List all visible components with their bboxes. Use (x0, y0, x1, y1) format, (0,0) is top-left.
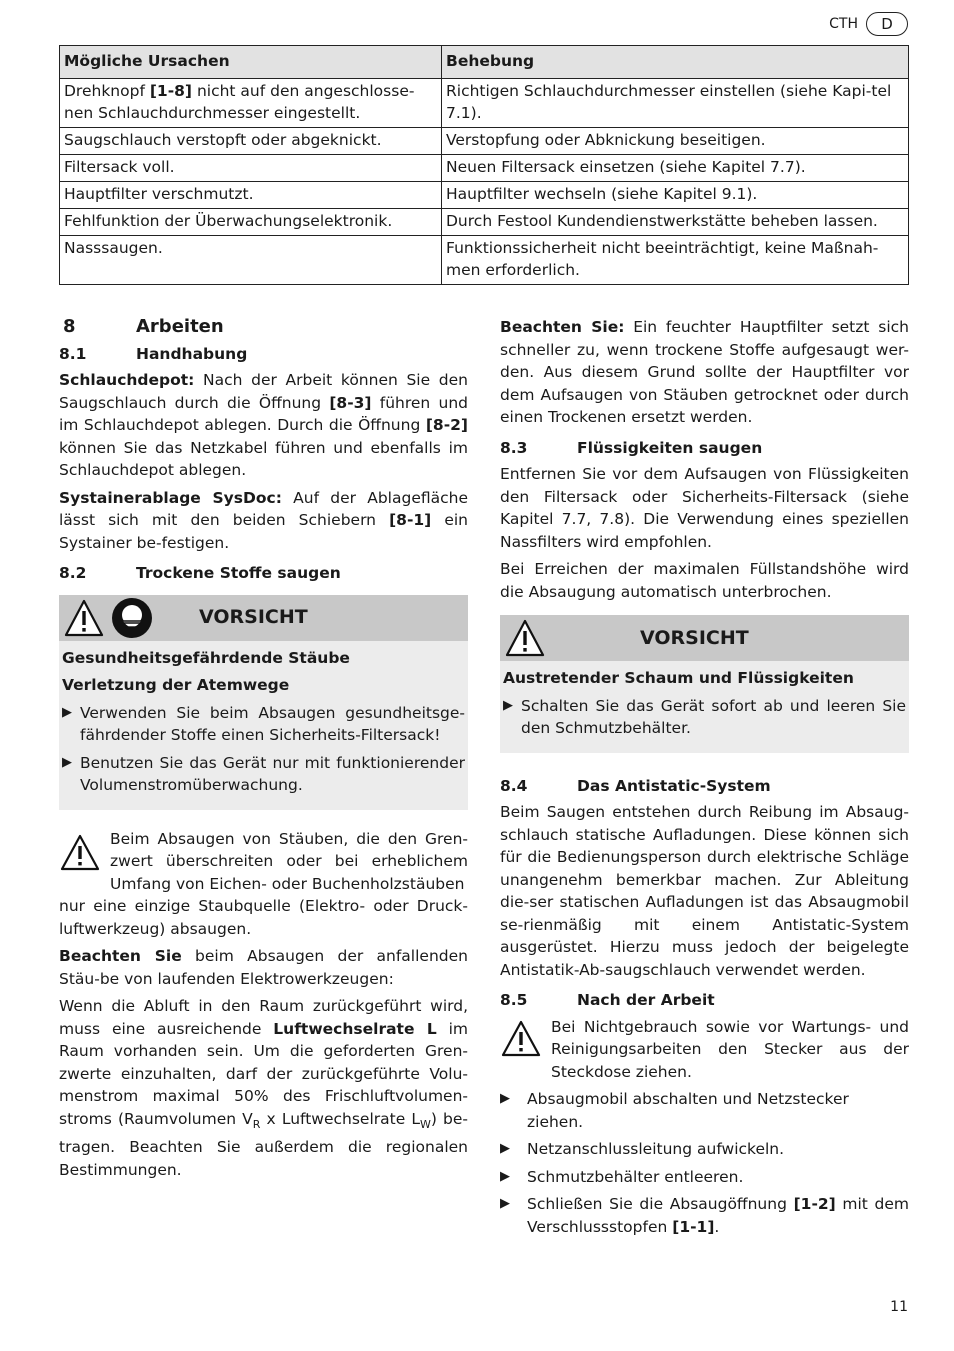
table-cell: Verstopfung oder Abknickung beseitigen. (442, 128, 909, 155)
page-header (829, 12, 908, 36)
table-cell: Hauptfilter wechseln (siehe Kapitel 9.1). (442, 182, 909, 209)
troubleshooting-table (59, 45, 909, 285)
page-number: 11 (890, 1299, 908, 1315)
arrow-bullet-icon: ▶ (62, 754, 72, 770)
column-header-remedy: Behebung (442, 46, 909, 79)
paragraph-sysdoc: Systainerablage SysDoc: Auf der Ablagefläche lässt sich mit den beiden Schiebern [8-1] ein Systainer be-festigen. (59, 488, 469, 552)
arrow-bullet-icon: ▶ (503, 697, 513, 713)
warning-bullet: ▶ Verwenden Sie beim Absaugen gesundheitsge-fährdender Stoffe einen Sicherheits-Filtersack! (62, 702, 465, 747)
table-cell: Funktionssicherheit nicht beeinträchtigt, keine Maßnah-men erforderlich. (442, 236, 909, 285)
list-item: ▶ Schließen Sie die Absaugöffnung [1-2] mit dem Verschlussstopfen [1-1]. (500, 1193, 909, 1238)
warning-bullet: ▶ Benutzen Sie das Gerät nur mit funktionierender Volumenstromüberwachung. (62, 752, 465, 797)
section-heading-8-2: 8.2 Trockene Stoffe saugen (59, 564, 341, 582)
warning-title: VORSICHT (199, 606, 308, 629)
column-header-causes: Mögliche Ursachen (60, 46, 442, 79)
table-cell: Nasssaugen. (60, 236, 442, 285)
note-text: Beim Absaugen von Stäuben, die den Gren-zwert überschreiten oder bei erheblichem Umfang von Eichen- oder Buchenholzstäuben (110, 829, 468, 893)
paragraph-schlauchdepot: Schlauchdepot: Nach der Arbeit können Sie den Saugschlauch durch die Öffnung [8-3] führen und im Schlauchdepot ablegen. Durch die Öffnung [8-2] können Sie das Netzkabel führen und ebenfalls im Schlauchdepot ablegen. (59, 371, 468, 479)
unplug-note (500, 1016, 909, 1084)
warning-subtitle: Austretender Schaum und Flüssigkeiten (503, 669, 854, 687)
arrow-bullet-icon: ▶ (500, 1141, 510, 1156)
warning-box-dust (59, 595, 468, 810)
table-cell: Richtigen Schlauchdurchmesser einstellen (siehe Kapi-tel 7.1). (442, 79, 909, 128)
paragraph-abluft: Wenn die Abluft in den Raum zurückgeführt wird, muss eine ausreichende Luftwechselrate L im Raum vorhanden sein. Um die geforderten Gren-zwerte einzuhalten, darf der zurückgeführte Volu-menstrom maximal 50% des Frischluftvolumen-stroms (Raumvolumen $V_R$ x Luftwechselrate $L_W$) be-tragen. Beachten Sie außerdem die regionalen Bestimmungen. (59, 997, 468, 1179)
note-text: Bei Nichtgebrauch sowie vor Wartungs- und Reinigungsarbeiten den Stecker aus der Steckdose ziehen. (551, 1017, 909, 1081)
warning-subtitle: Gesundheitsgefährdende Stäube (62, 648, 350, 667)
note-text-continued: nur eine einzige Staubquelle (Elektro- oder Druck-luftwerkzeug) absaugen. (59, 897, 468, 938)
warning-title: VORSICHT (640, 626, 749, 649)
paragraph-hauptfilter: Beachten Sie: Ein feuchter Hauptfilter setzt sich schneller zu, wenn trockene Stoffe aufgesaugt wer-den. Aus diesem Grund sollte der Hauptfilter vor dem Aufsaugen von Stäuben getrocknet oder durch einen Trockenen ersetzt werden. (500, 318, 909, 426)
table-cell: Filtersack voll. (60, 155, 442, 182)
warning-box-foam (500, 615, 909, 753)
table-row (60, 236, 909, 285)
table-cell: Fehlfunktion der Überwachungselektronik. (60, 209, 442, 236)
paragraph-antistatic: Beim Saugen entstehen durch Reibung im Absaug-schlauch statische Aufladungen. Diese können sich für die Bedienungsperson durch elektrische Schläge unangenehm bemerkbar machen. Zur Ableitung die-ser statischen Aufladungen ist das Absaugmobil se-rienmäßig mit einem Antistatic-System ausgerüstet. Hierzu muss jedoch der beigelegte Antistatik-Ab-saugschlauch verwendet werden. (500, 803, 909, 979)
list-item: ▶ Netzanschlussleitung aufwickeln. (500, 1138, 909, 1161)
arrow-bullet-icon: ▶ (500, 1091, 510, 1106)
table-cell: Hauptfilter verschmutzt. (60, 182, 442, 209)
table-row (60, 155, 909, 182)
warning-triangle-icon (500, 1020, 542, 1058)
list-item: ▶ Absaugmobil abschalten und Netzstecker ziehen. (500, 1088, 909, 1133)
warning-subtitle: Verletzung der Atemwege (62, 676, 290, 694)
table-row (60, 79, 909, 128)
section-heading-8: 8 Arbeiten (63, 316, 224, 337)
table-cell: Drehknopf [1-8] nicht auf den angeschlosse-nen Schlauchdurchmesser eingestellt. (60, 79, 442, 128)
warning-bullet: ▶ Schalten Sie das Gerät sofort ab und leeren Sie den Schmutzbehälter. (503, 695, 906, 740)
paragraph-fuellstand: Bei Erreichen der maximalen Füllstandshöhe wird die Absaugung automatisch unterbrochen. (500, 560, 909, 601)
list-item: ▶ Schmutzbehälter entleeren. (500, 1166, 909, 1189)
table-cell: Neuen Filtersack einsetzen (siehe Kapitel 7.7). (442, 155, 909, 182)
respirator-mask-icon (111, 597, 153, 639)
warning-triangle-icon (504, 618, 546, 658)
right-column (500, 316, 909, 1243)
arrow-bullet-icon: ▶ (500, 1168, 510, 1184)
arrow-bullet-icon: ▶ (500, 1196, 510, 1211)
section-heading-8-3: 8.3 Flüssigkeiten saugen (500, 438, 763, 457)
warning-header (59, 595, 468, 641)
warning-triangle-icon (63, 598, 105, 638)
table-header-row (60, 46, 909, 79)
table-cell: Saugschlauch verstopft oder abgeknickt. (60, 128, 442, 155)
model-label: CTH (829, 15, 858, 32)
section-heading-8-5: 8.5 Nach der Arbeit (500, 991, 715, 1009)
warning-header (500, 615, 909, 661)
left-column (59, 316, 468, 1186)
table-row (60, 182, 909, 209)
warning-triangle-icon (59, 834, 101, 872)
section-heading-8-4: 8.4 Das Antistatic-System (500, 776, 771, 795)
paragraph-fluessigkeiten: Entfernen Sie vor dem Aufsaugen von Flüssigkeiten den Filtersack oder Sicherheits-Filtersack (siehe Kapitel 7.7, 7.8). Die Verwendung eines speziellen Nassfilters wird empfohlen. (500, 465, 909, 551)
language-badge: D (866, 12, 908, 36)
dust-limit-note (59, 828, 468, 941)
table-cell: Durch Festool Kundendienstwerkstätte beheben lassen. (442, 209, 909, 236)
table-row (60, 209, 909, 236)
table-row (60, 128, 909, 155)
arrow-bullet-icon: ▶ (62, 704, 72, 720)
paragraph-beachten: Beachten Sie beim Absaugen der anfallenden Stäu-be von laufenden Elektrowerkzeugen: (59, 947, 468, 988)
section-heading-8-1: 8.1 Handhabung (59, 344, 248, 363)
